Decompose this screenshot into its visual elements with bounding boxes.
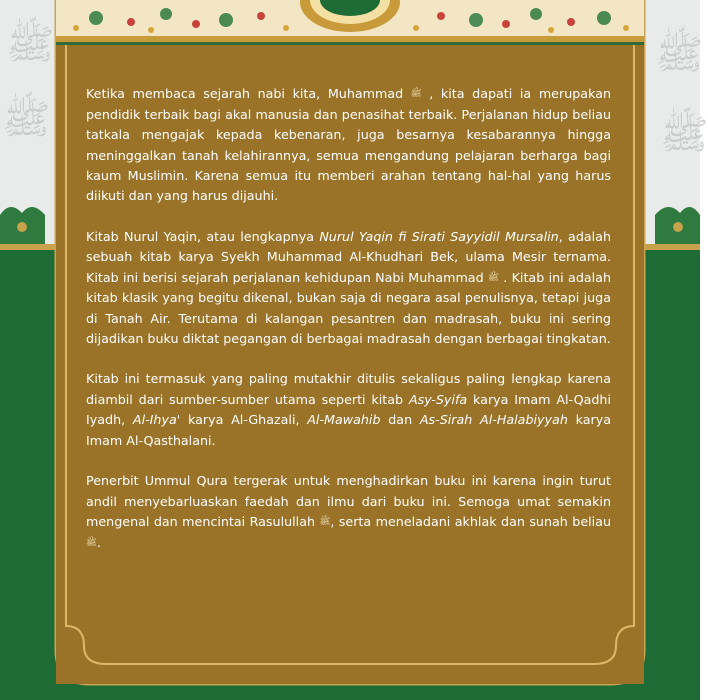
saw-honorific-icon: ﷺ xyxy=(319,517,331,528)
paragraph-3: Kitab ini termasuk yang paling mutakhir ditulis sekaligus paling lengkap karena diambil dari sumber-sumber utama seperti kitab Asy-Syifa karya Imam Al-Qadhi Iyadh, Al-Ihya' karya Al-Ghazali, Al-Mawahib dan As-Sirah Al-Halabiyyah karya Imam Al-Qasthalani. xyxy=(86,371,611,448)
calligraphy-decoration: ﷺ xyxy=(660,112,708,158)
saw-honorific-icon: ﷺ xyxy=(410,89,422,100)
paragraph-4: Penerbit Ummul Qura tergerak untuk menghadirkan buku ini karena ingin turut andil menyebarluaskan faedah dan ilmu dari buku ini. Semoga umat semakin mengenal dan mencintai Rasulullah ﷺ, serta meneladani akhlak dan sunah beliau ﷺ. xyxy=(86,471,611,553)
description-text xyxy=(86,84,611,573)
calligraphy-decoration: ﷺ xyxy=(2,97,51,143)
saw-honorific-icon: ﷺ xyxy=(86,537,97,548)
calligraphy-decoration: ﷺ xyxy=(655,32,704,78)
paragraph-1: Ketika membaca sejarah nabi kita, Muhammad ﷺ , kita dapati ia merupakan pendidik terbaik bagi akal manusia dan penasihat terbaik. Perjalanan hidup beliau tatkala mengajak kepada kebenaran, juga besarnya kesabarannya hingga meninggalkan tanah kelahirannya, semua mengandung pelajaran berharga bagi kaum Muslimin. Karena semua itu memberi arahan tentang hal-hal yang harus diikuti dan yang harus dijauhi. xyxy=(86,86,612,204)
top-ornament xyxy=(56,0,644,52)
calligraphy-decoration: ﷺ xyxy=(6,22,55,68)
saw-honorific-icon: ﷺ xyxy=(488,272,499,283)
paragraph-2: Kitab Nurul Yaqin, atau lengkapnya Nurul Yaqin fi Sirati Sayyidil Mursalin, adalah sebuah kitab karya Syekh Muhammad Al-Khudhari Bek, ulama Mesir ternama. Kitab ini berisi sejarah perjalanan kehidupan Nabi Muhammad ﷺ . Kitab ini adalah kitab klasik yang begitu dikenal, bukan saja di negara asal penulisnya, tetapi juga di Tanah Air. Terutama di kalangan pesantren dan madrasah, buku ini sering dijadikan buku diktat pegangan di berbagai madrasah dengan berbagai tingkatan. xyxy=(86,228,611,347)
